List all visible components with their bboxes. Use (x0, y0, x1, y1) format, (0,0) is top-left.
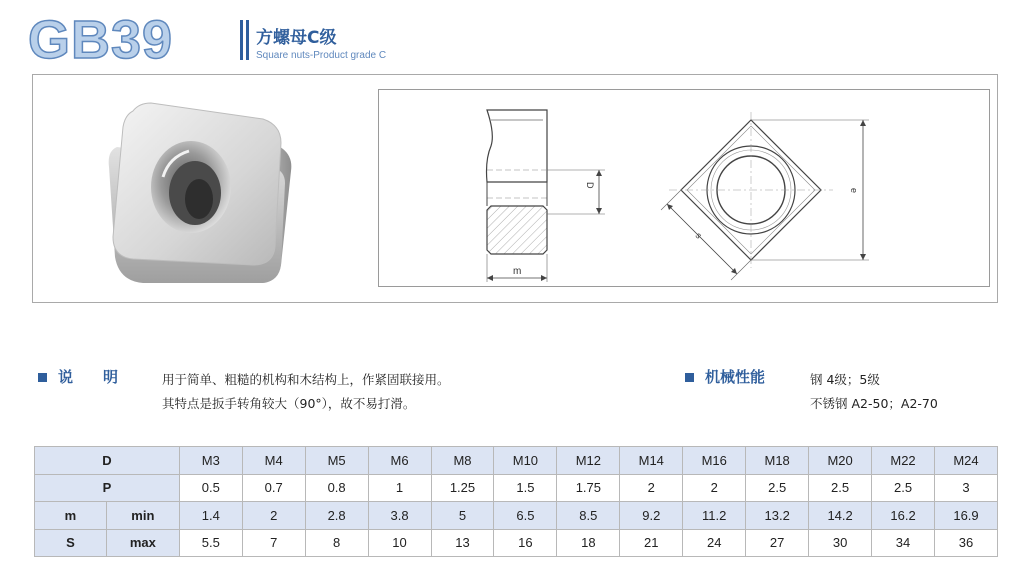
table-cell: 14.2 (809, 502, 872, 530)
table-cell: 1 (368, 474, 431, 502)
table-row (35, 447, 998, 475)
table-cell: M8 (431, 447, 494, 475)
table-cell: 2 (620, 474, 683, 502)
table-cell: 30 (809, 529, 872, 557)
table-cell: 0.7 (242, 474, 305, 502)
figure-frame (32, 74, 998, 303)
table-cell: 2.8 (305, 502, 368, 530)
dim-label-e: e (849, 188, 859, 194)
table-cell: 3 (935, 474, 998, 502)
table-cell: 5 (431, 502, 494, 530)
table-cell: 16 (494, 529, 557, 557)
product-code: GB39 (28, 10, 174, 70)
table-cell: 2.5 (809, 474, 872, 502)
table-cell: M4 (242, 447, 305, 475)
table-cell: 6.5 (494, 502, 557, 530)
table-cell: M10 (494, 447, 557, 475)
table-cell: M12 (557, 447, 620, 475)
table-cell: M24 (935, 447, 998, 475)
dim-label-s: s (693, 230, 704, 241)
table-cell: 16.2 (872, 502, 935, 530)
mechanical-line-1: 钢 4级；5级 (810, 372, 880, 387)
spec-table (34, 446, 998, 557)
table-cell: M6 (368, 447, 431, 475)
product-subtitle: Square nuts-Product grade C (256, 50, 387, 61)
table-cell: 8 (305, 529, 368, 557)
table-cell: 8.5 (557, 502, 620, 530)
table-cell: 18 (557, 529, 620, 557)
table-cell: M5 (305, 447, 368, 475)
table-cell: M18 (746, 447, 809, 475)
description-label: 说 明 (58, 368, 119, 386)
table-cell: M3 (179, 447, 242, 475)
row-label: D (35, 447, 180, 475)
table-cell: M20 (809, 447, 872, 475)
table-cell: M22 (872, 447, 935, 475)
description-line-2: 其特点是扳手转角较大（90°），故不易打滑。 (162, 396, 416, 411)
table-cell: 1.75 (557, 474, 620, 502)
table-cell: 11.2 (683, 502, 746, 530)
table-cell: 2.5 (746, 474, 809, 502)
technical-drawing (378, 89, 990, 287)
product-title: 方螺母C级 (256, 28, 337, 48)
table-cell: 16.9 (935, 502, 998, 530)
table-cell: 24 (683, 529, 746, 557)
row-label: m (35, 502, 107, 530)
description-line-1: 用于简单、粗糙的机构和木结构上，作紧固联接用。 (162, 372, 450, 387)
table-row (35, 529, 998, 557)
table-cell: 1.25 (431, 474, 494, 502)
table-cell: 2 (683, 474, 746, 502)
row-sublabel: max (106, 529, 179, 557)
mechanical-line-2: 不锈钢 A2-50；A2-70 (810, 396, 938, 411)
header-divider (240, 20, 243, 60)
table-cell: 27 (746, 529, 809, 557)
table-cell: 2 (242, 502, 305, 530)
table-cell: 7 (242, 529, 305, 557)
bullet-square (38, 373, 47, 382)
table-cell: 0.5 (179, 474, 242, 502)
dim-label-m: m (513, 266, 522, 277)
header-divider (246, 20, 249, 60)
table-cell: 1.4 (179, 502, 242, 530)
mechanical-label: 机械性能 (705, 368, 766, 386)
table-cell: 13 (431, 529, 494, 557)
table-row (35, 474, 998, 502)
row-sublabel: min (106, 502, 179, 530)
table-cell: 9.2 (620, 502, 683, 530)
table-row (35, 502, 998, 530)
table-cell: 13.2 (746, 502, 809, 530)
table-cell: 10 (368, 529, 431, 557)
table-cell: M16 (683, 447, 746, 475)
table-cell: 5.5 (179, 529, 242, 557)
table-cell: 1.5 (494, 474, 557, 502)
dim-label-D: D (585, 182, 595, 189)
row-label: P (35, 474, 180, 502)
table-cell: 2.5 (872, 474, 935, 502)
table-cell: 21 (620, 529, 683, 557)
bullet-square (685, 373, 694, 382)
square-nut-photo (103, 87, 315, 287)
table-cell: M14 (620, 447, 683, 475)
table-cell: 0.8 (305, 474, 368, 502)
table-cell: 3.8 (368, 502, 431, 530)
table-cell: 36 (935, 529, 998, 557)
table-cell: 34 (872, 529, 935, 557)
row-label: S (35, 529, 107, 557)
